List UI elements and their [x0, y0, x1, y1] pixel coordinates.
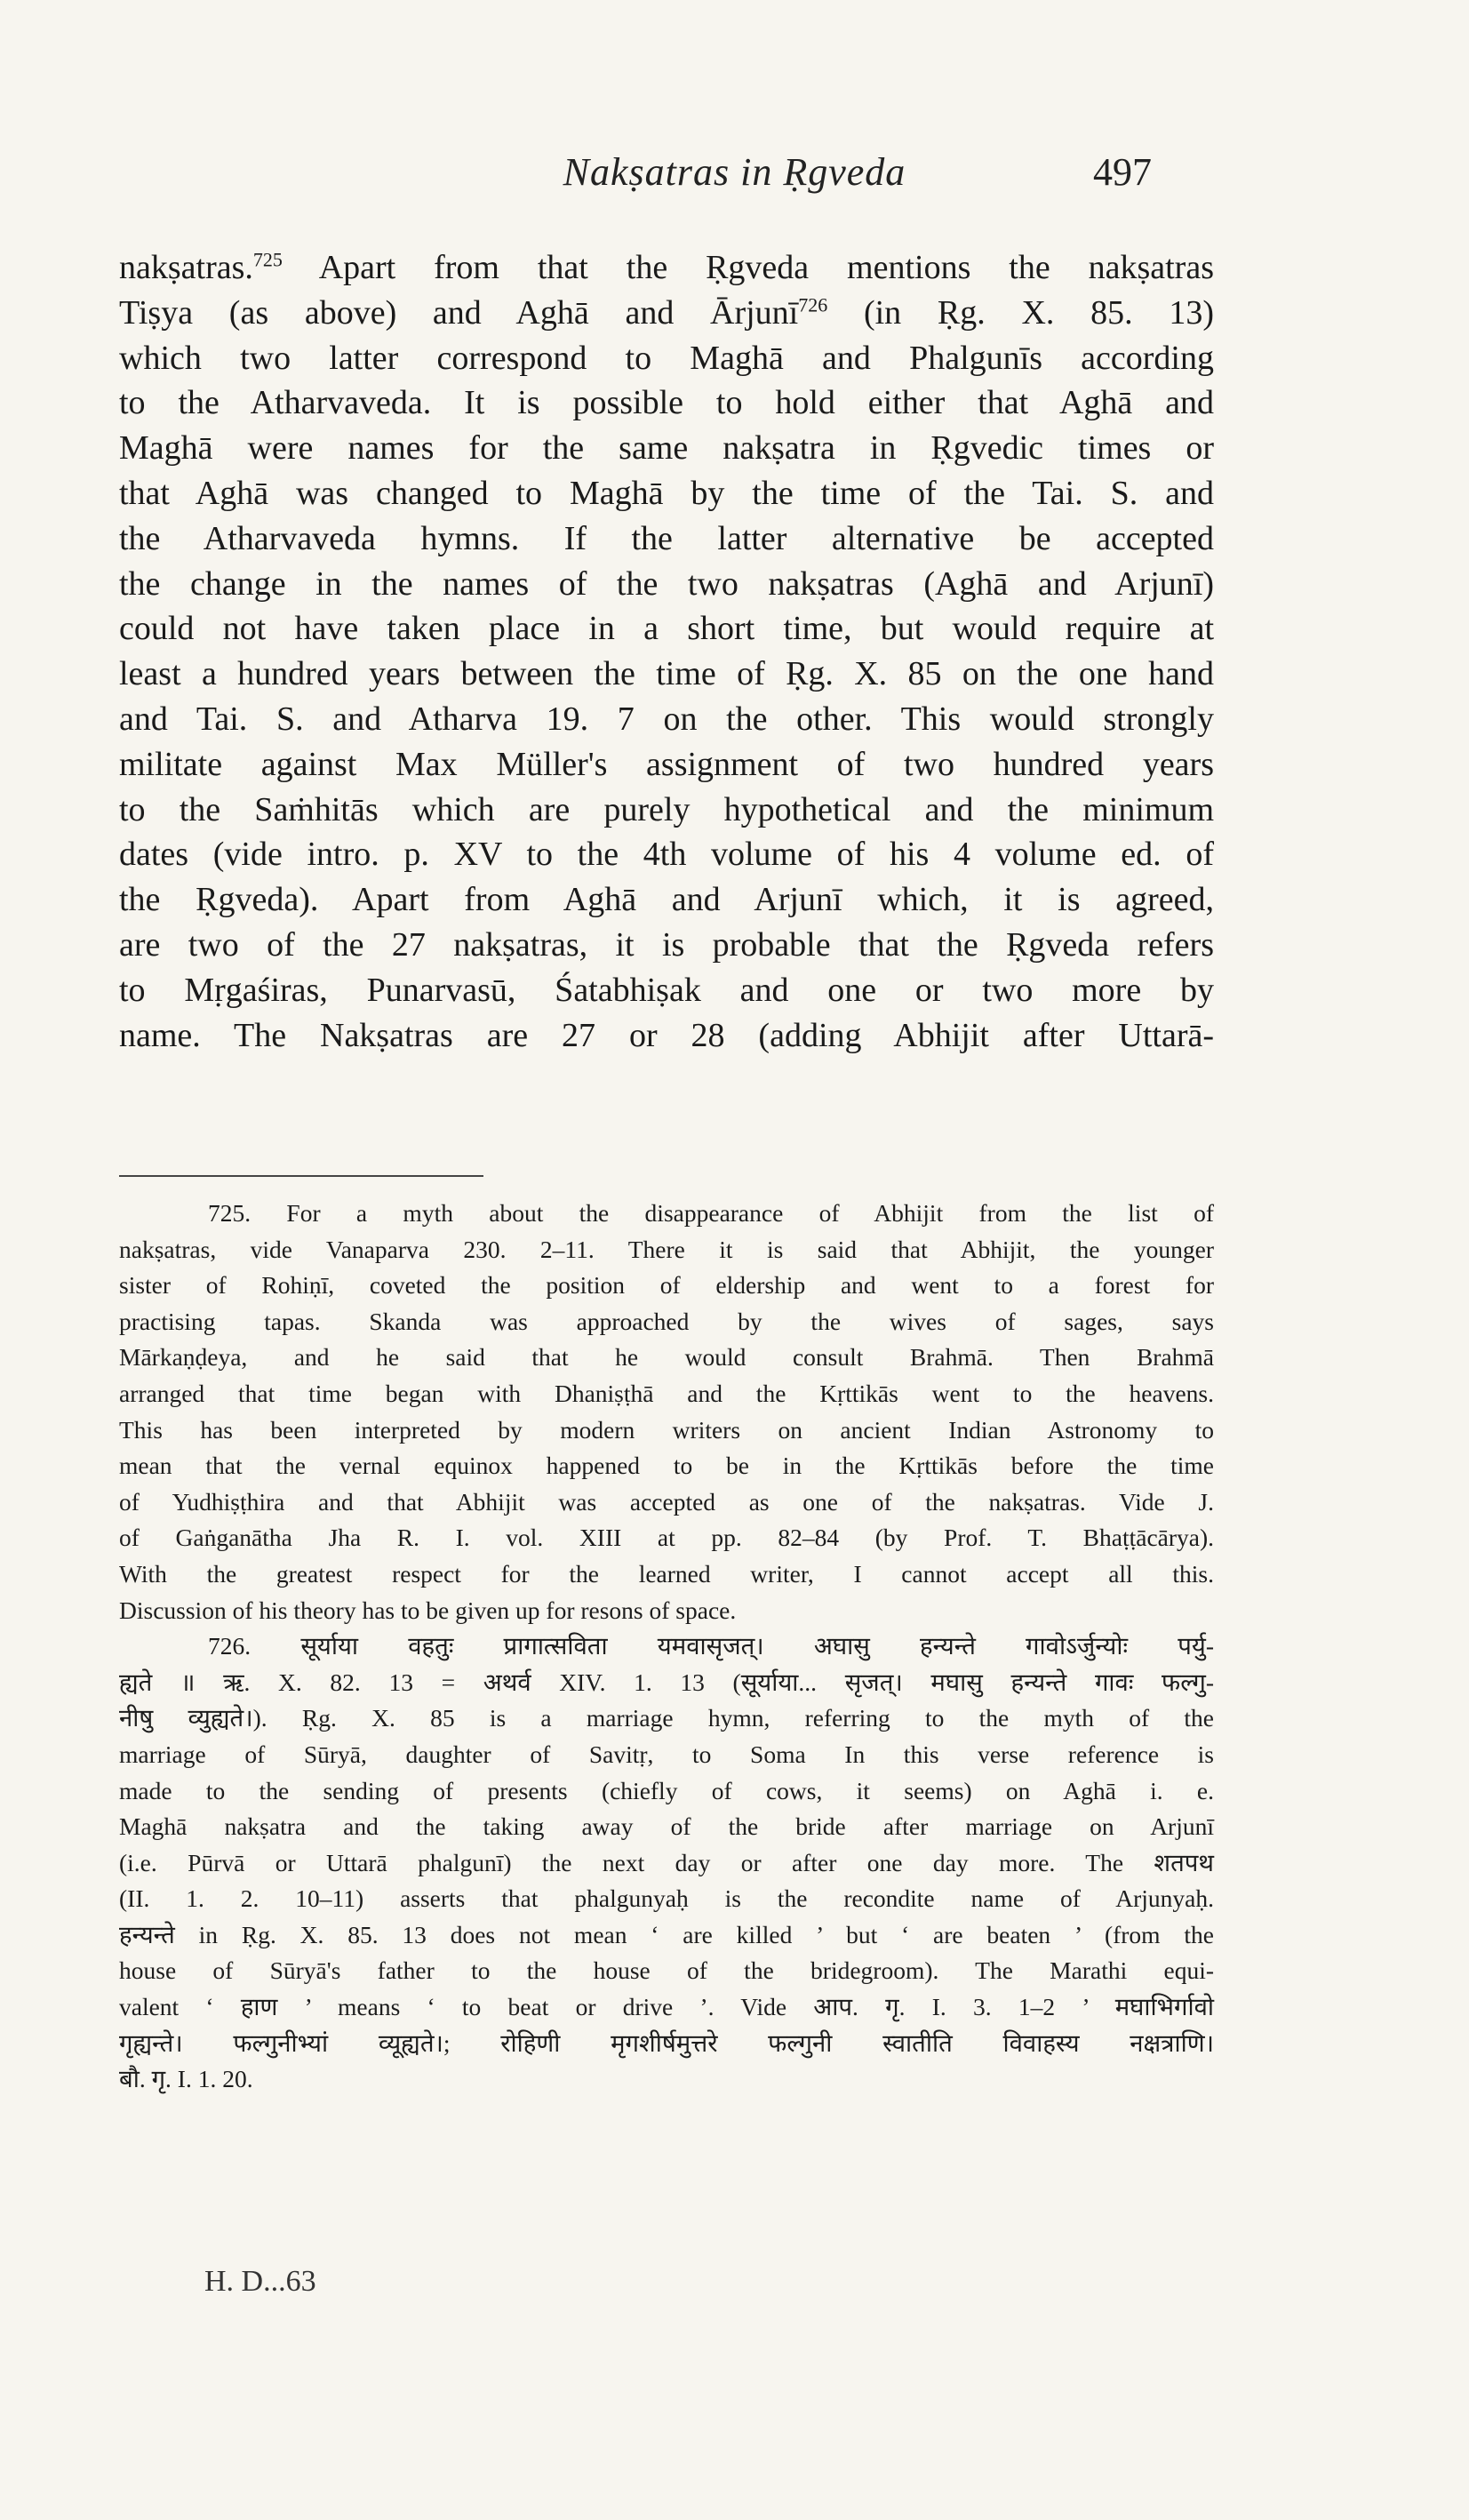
footnote-line: of Gaṅganātha Jha R. I. vol. XIII at pp. 82–84 (by Prof. T. Bhaṭṭācārya).	[119, 1524, 1214, 1552]
body-line: and Tai. S. and Atharva 19. 7 on the other. This would strongly	[119, 700, 1214, 738]
running-title: Nakṣatras in Ṛgveda	[563, 150, 906, 194]
footnote-line: arranged that time began with Dhaniṣṭhā and the Kṛttikās went to the heavens.	[119, 1379, 1214, 1407]
footnotes	[119, 1196, 1214, 2098]
body-line	[119, 291, 1214, 336]
footnote-line: बौ. गृ. I. 1. 20.	[119, 2065, 253, 2093]
footnote-line: With the greatest respect for the learned writer, I cannot accept all this.	[119, 1559, 1214, 1588]
footnote-line: Discussion of his theory has to be given up for resons of space.	[119, 1596, 737, 1624]
footnote-ref-725[interactable]: 725	[252, 248, 283, 271]
body-line: to the Saṁhitās which are purely hypothetical and the minimum	[119, 790, 1214, 828]
body-line: to Mṛgaśiras, Punarvasū, Śatabhiṣak and one or two more by	[119, 971, 1214, 1009]
footnote-line: marriage of Sūryā, daughter of Savitṛ, to Soma In this verse reference is	[119, 1740, 1214, 1768]
body-line: could not have taken place in a short time, but would require at	[119, 610, 1214, 648]
footnote-line: of Yudhiṣṭhira and that Abhijit was accepted as one of the nakṣatras. Vide J.	[119, 1487, 1214, 1516]
footnote-divider	[119, 1175, 483, 1177]
footnote-line: 726. सूर्याया वहतुः प्रागात्सविता यमवासृजत्। अघासु हन्यन्ते गावोऽर्जुन्योः पर्यु-	[208, 1632, 1214, 1660]
body-line	[119, 245, 1214, 291]
footnote-line: practising tapas. Skanda was approached by the wives of sages, says	[119, 1307, 1214, 1335]
body-line: the change in the names of the two nakṣatras (Aghā and Arjunī)	[119, 564, 1214, 603]
body-line: name. The Nakṣatras are 27 or 28 (adding Abhijit after Uttarā-	[119, 1016, 1214, 1054]
body-line: to the Atharvaveda. It is possible to hold either that Aghā and	[119, 384, 1214, 422]
body-line: militate against Max Müller's assignment of two hundred years	[119, 745, 1214, 783]
body-line: which two latter correspond to Maghā and Phalgunīs according	[119, 339, 1214, 377]
footnote-line: made to the sending of presents (chiefly of cows, it seems) on Aghā i. e.	[119, 1776, 1214, 1804]
footnote-line: ह्यते ॥ ऋ. X. 82. 13 = अथर्व XIV. 1. 13 (सूर्याया... सृजत्। मघासु हन्यन्ते गावः फल्गु-	[119, 1668, 1214, 1696]
footnote-line: (II. 1. 2. 10–11) asserts that phalgunyaḥ is the recondite name of Arjunyaḥ.	[119, 1884, 1214, 1913]
body-line-text: nakṣatras.	[119, 249, 253, 286]
body-line-text: (in Ṛg. X. 85. 13)	[827, 293, 1214, 332]
footnote-line: गृह्यन्ते। फल्गुनीभ्यां व्यूह्यते।; रोहिणी मृगशीर्षमुत्तरे फल्गुनी स्वातीति विवाहस्य नक्षत्राणि।	[119, 2028, 1214, 2057]
footnote-line: 725. For a myth about the disappearance of Abhijit from the list of	[208, 1199, 1214, 1227]
footnote-line: sister of Rohiṇī, coveted the position of eldership and went to a forest for	[119, 1271, 1214, 1300]
footnote-line: Mārkaṇḍeya, and he said that he would consult Brahmā. Then Brahmā	[119, 1343, 1214, 1372]
printer-signature-mark: H. D...63	[204, 2265, 316, 2298]
body-line: least a hundred years between the time of Ṛg. X. 85 on the one hand	[119, 655, 1214, 693]
body-line: the Ṛgveda). Apart from Aghā and Arjunī which, it is agreed,	[119, 881, 1214, 919]
footnote-line: house of Sūryā's father to the house of the bridegroom). The Marathi equi-	[119, 1956, 1214, 1985]
body-line: the Atharvaveda hymns. If the latter alternative be accepted	[119, 519, 1214, 557]
body-line: are two of the 27 nakṣatras, it is probable that the Ṛgveda refers	[119, 925, 1214, 964]
body-line-text: Apart from that the Ṛgveda mentions the nakṣatras	[282, 249, 1214, 286]
body-line-text: Tiṣya (as above) and Aghā and Ārjunī	[119, 293, 799, 332]
footnote-line: हन्यन्ते in Ṛg. X. 85. 13 does not mean ‘ are killed ’ but ‘ are beaten ’ (from the	[119, 1920, 1214, 1948]
footnote-ref-726[interactable]: 726	[798, 293, 828, 316]
body-line: dates (vide intro. p. XV to the 4th volume of his 4 volume ed. of	[119, 836, 1214, 874]
page-number: 497	[1093, 150, 1152, 194]
body-text	[119, 245, 1214, 1058]
footnote-line: nakṣatras, vide Vanaparva 230. 2–11. There it is said that Abhijit, the younger	[119, 1235, 1214, 1263]
footnote-726	[119, 1628, 1214, 2098]
footnote-line: mean that the vernal equinox happened to be in the Kṛttikās before the time	[119, 1452, 1214, 1480]
footnote-725	[119, 1196, 1214, 1628]
running-head	[0, 149, 1469, 203]
body-line: Maghā were names for the same nakṣatra in Ṛgvedic times or	[119, 429, 1214, 468]
body-line: that Aghā was changed to Maghā by the time of the Tai. S. and	[119, 474, 1214, 512]
footnote-line: Maghā nakṣatra and the taking away of the bride after marriage on Arjunī	[119, 1812, 1214, 1841]
footnote-line: नीषु व्युह्यते।). Ṛg. X. 85 is a marriage hymn, referring to the myth of the	[119, 1704, 1214, 1732]
footnote-line: (i.e. Pūrvā or Uttarā phalgunī) the next day or after one day more. The शतपथ	[119, 1848, 1214, 1876]
footnote-line: This has been interpreted by modern writers on ancient Indian Astronomy to	[119, 1415, 1214, 1444]
footnote-line: valent ‘ हाण ’ means ‘ to beat or drive ’. Vide आप. गृ. I. 3. 1–2 ’ मघाभिर्गावो	[119, 1993, 1214, 2021]
